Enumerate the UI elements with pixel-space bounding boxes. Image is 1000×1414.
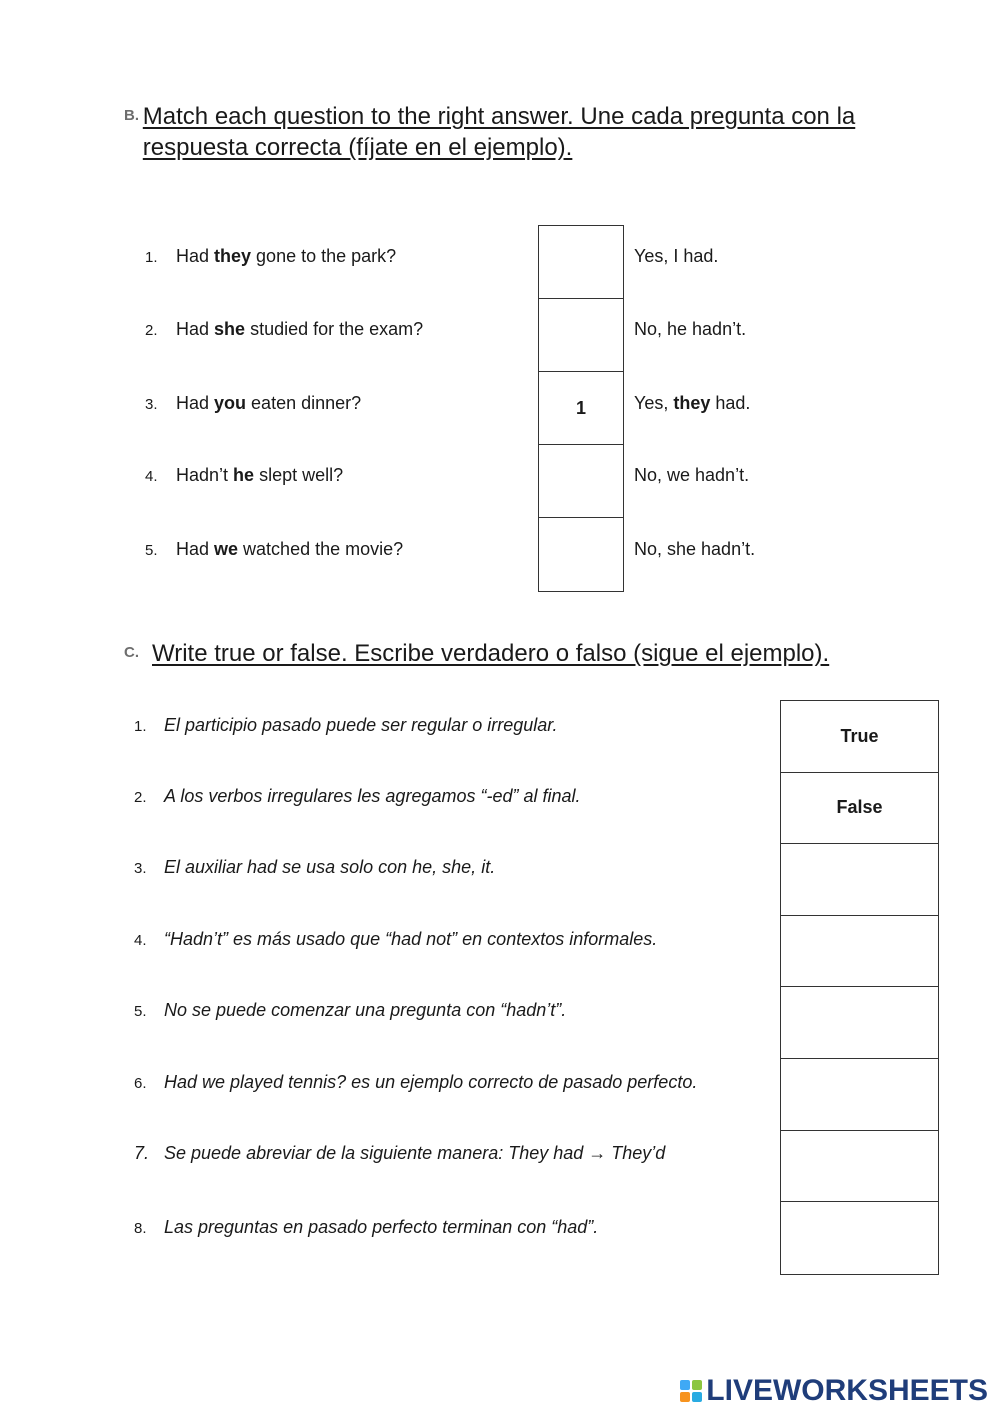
tf-statement bbox=[134, 1000, 566, 1021]
statement-number: 3. bbox=[134, 860, 147, 877]
match-answer-option: Yes, I had. bbox=[634, 246, 719, 266]
brand-wordmark: LIVEWORKSHEETS bbox=[706, 1374, 988, 1407]
statement-text: “Hadn’t” es más usado que “had not” en contextos informales. bbox=[164, 929, 658, 949]
match-question bbox=[145, 539, 403, 561]
tf-statement bbox=[134, 1072, 697, 1093]
match-answer-box[interactable] bbox=[539, 518, 623, 591]
statement-text: El auxiliar had se usa solo con he, she, it. bbox=[164, 857, 496, 877]
question-number: 3. bbox=[145, 396, 158, 413]
match-answer-box[interactable] bbox=[539, 445, 623, 518]
question-text: Had you eaten dinner? bbox=[176, 393, 362, 413]
section-c-letter: C. bbox=[124, 644, 139, 661]
section-b-title: Match each question to the right answer. Une cada pregunta con la respuesta correcta (fíjate en el ejemplo). bbox=[142, 103, 856, 161]
question-number: 5. bbox=[145, 542, 158, 559]
question-number: 4. bbox=[145, 468, 158, 485]
tf-answer-box[interactable] bbox=[781, 844, 938, 916]
match-answer-box[interactable] bbox=[539, 299, 623, 372]
match-answer-box[interactable]: 1 bbox=[539, 372, 623, 445]
tf-answer-box[interactable] bbox=[781, 1202, 938, 1274]
statement-text: A los verbos irregulares les agregamos “-ed” al final. bbox=[164, 786, 581, 806]
match-question bbox=[145, 319, 423, 341]
tf-statement bbox=[134, 1217, 598, 1238]
tf-answer-grid bbox=[780, 700, 939, 1275]
tf-answer-box[interactable]: False bbox=[781, 773, 938, 845]
match-answer-option: No, he hadn’t. bbox=[634, 319, 747, 339]
question-text: Had they gone to the park? bbox=[176, 246, 397, 266]
liveworksheets-logo-icon bbox=[680, 1380, 702, 1402]
section-b-letter: B. bbox=[124, 107, 139, 124]
statement-number: 2. bbox=[134, 789, 147, 806]
question-text: Had she studied for the exam? bbox=[176, 319, 424, 339]
statement-text: Had we played tennis? es un ejemplo correcto de pasado perfecto. bbox=[164, 1072, 698, 1092]
tf-answer-box[interactable] bbox=[781, 1131, 938, 1203]
statement-text: Las preguntas en pasado perfecto terminan con “had”. bbox=[164, 1217, 599, 1237]
question-number: 1. bbox=[145, 249, 158, 266]
statement-text: Se puede abreviar de la siguiente manera: They had → They’d bbox=[164, 1143, 666, 1163]
tf-answer-box[interactable]: True bbox=[781, 701, 938, 773]
section-c-heading bbox=[124, 638, 924, 669]
match-question bbox=[145, 246, 396, 268]
tf-statement bbox=[134, 929, 657, 950]
match-answer-option: No, we hadn’t. bbox=[634, 465, 750, 485]
match-answer-grid bbox=[538, 225, 624, 592]
match-answer-option: No, she hadn’t. bbox=[634, 539, 756, 559]
match-answer-box[interactable] bbox=[539, 226, 623, 299]
statement-text: No se puede comenzar una pregunta con “hadn’t”. bbox=[164, 1000, 567, 1020]
question-number: 2. bbox=[145, 322, 158, 339]
tf-answer-box[interactable] bbox=[781, 987, 938, 1059]
tf-statement bbox=[134, 715, 558, 736]
tf-answer-box[interactable] bbox=[781, 1059, 938, 1131]
statement-text: El participio pasado puede ser regular o irregular. bbox=[164, 715, 558, 735]
question-text: Hadn’t he slept well? bbox=[176, 465, 344, 485]
statement-number: 7. bbox=[134, 1143, 150, 1163]
statement-number: 8. bbox=[134, 1220, 147, 1237]
match-question bbox=[145, 393, 361, 415]
match-answer-option: Yes, they had. bbox=[634, 393, 751, 413]
match-question bbox=[145, 465, 343, 487]
tf-statement bbox=[134, 1143, 665, 1164]
section-c-title: Write true or false. Escribe verdadero o falso (sigue el ejemplo). bbox=[152, 640, 830, 667]
statement-number: 4. bbox=[134, 932, 147, 949]
liveworksheets-brand[interactable] bbox=[680, 1374, 988, 1408]
statement-number: 5. bbox=[134, 1003, 147, 1020]
tf-statement bbox=[134, 786, 581, 807]
statement-number: 6. bbox=[134, 1075, 147, 1092]
statement-number: 1. bbox=[134, 718, 147, 735]
question-text: Had we watched the movie? bbox=[176, 539, 404, 559]
tf-answer-box[interactable] bbox=[781, 916, 938, 988]
tf-statement bbox=[134, 857, 495, 878]
section-b-heading bbox=[124, 101, 914, 163]
